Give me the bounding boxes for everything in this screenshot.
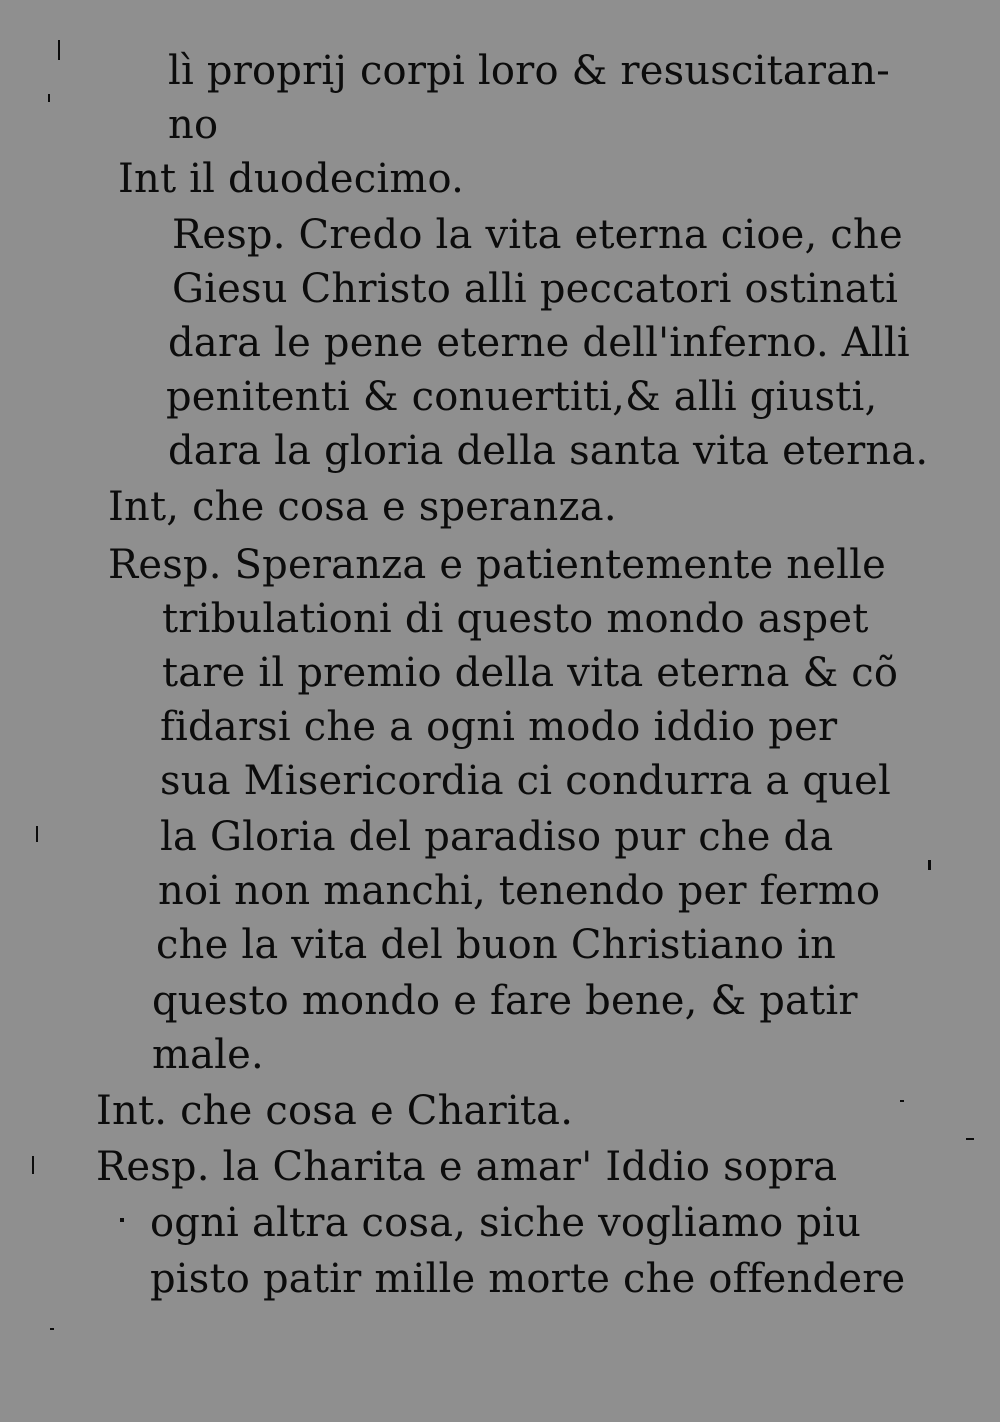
text-line: lì proprij corpi loro & resuscitaran-: [168, 48, 890, 94]
text-line: sua Misericordia ci condurra a quel: [160, 758, 892, 804]
scan-speck: [50, 1328, 54, 1330]
text-line: pisto patir mille morte che offendere: [150, 1256, 906, 1302]
scan-speck: [58, 40, 60, 60]
scan-speck: [48, 94, 50, 102]
text-line: Resp. Speranza e patientemente nelle: [108, 542, 887, 588]
text-line: Resp. Credo la vita eterna cioe, che: [172, 212, 903, 258]
text-line: Int, che cosa e speranza.: [108, 484, 617, 530]
scan-speck: [900, 1100, 904, 1102]
text-line: male.: [152, 1032, 264, 1078]
text-line: penitenti & conuertiti,& alli giusti,: [166, 374, 878, 420]
scan-speck: [928, 860, 931, 870]
scan-speck: [966, 1138, 974, 1140]
text-line: no: [168, 102, 219, 148]
text-line: dara le pene eterne dell'inferno. Alli: [168, 320, 910, 366]
text-line: tare il premio della vita eterna & cõ: [162, 650, 899, 696]
text-line: dara la gloria della santa vita eterna.: [168, 428, 929, 474]
text-line: Resp. la Charita e amar' Iddio sopra: [96, 1144, 838, 1190]
text-line: noi non manchi, tenendo per fermo: [158, 868, 881, 914]
text-line: Int. che cosa e Charita.: [96, 1088, 574, 1134]
text-line: fidarsi che a ogni modo iddio per: [160, 704, 838, 750]
text-line: questo mondo e fare bene, & patir: [152, 978, 858, 1024]
text-line: ogni altra cosa, siche vogliamo piu: [150, 1200, 862, 1246]
scan-speck: [32, 1156, 34, 1174]
text-line: che la vita del buon Christiano in: [156, 922, 837, 968]
text-line: la Gloria del paradiso pur che da: [160, 814, 834, 860]
text-line: tribulationi di questo mondo aspet: [162, 596, 869, 642]
scan-speck: [120, 1218, 124, 1222]
scan-speck: [36, 826, 38, 842]
text-line: Giesu Christo alli peccatori ostinati: [172, 266, 899, 312]
text-line: Int il duodecimo.: [118, 156, 464, 202]
